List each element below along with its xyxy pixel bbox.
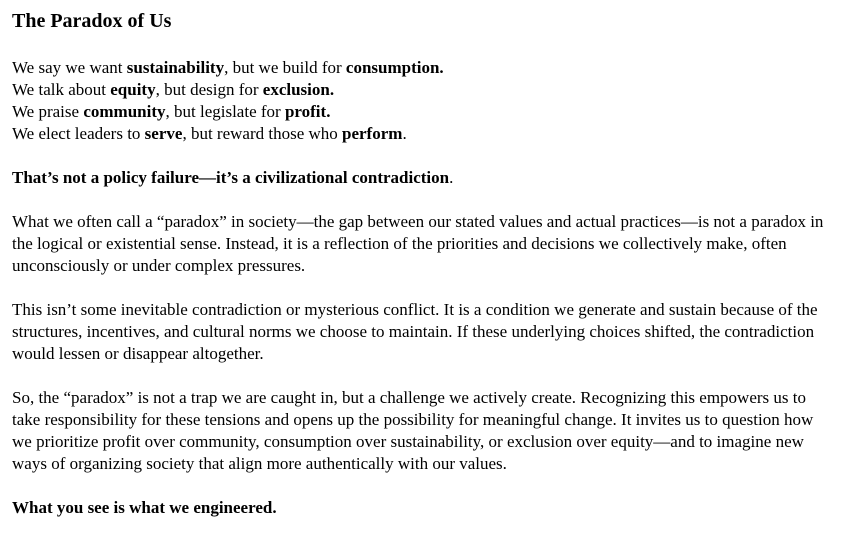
stanza-line: We elect leaders to serve, but reward those who perform. xyxy=(12,124,407,143)
body-paragraph: This isn’t some inevitable contradiction or mysterious conflict. It is a condition we generate and sustain because of the structures, incentives, and cultural norms we choose to maintain. If these underlying choices shifted, the contradiction would lessen or disappear altogether. xyxy=(12,300,818,363)
stanza-line: We say we want sustainability, but we build for consumption. xyxy=(12,58,444,77)
contrast-stanza xyxy=(12,57,832,145)
closing-statement: What you see is what we engineered. xyxy=(12,498,277,517)
body-paragraph: What we often call a “paradox” in society—the gap between our stated values and actual practices—is not a paradox in the logical or existential sense. Instead, it is a reflection of the priorities and decisions we collectively make, often unconsciously or under complex pressures. xyxy=(12,212,824,275)
stanza-line: We praise community, but legislate for profit. xyxy=(12,102,331,121)
document-title: The Paradox of Us xyxy=(12,10,172,32)
stanza-line: We talk about equity, but design for exclusion. xyxy=(12,80,335,99)
thesis-statement: That’s not a policy failure—it’s a civilizational contradiction. xyxy=(12,168,454,187)
body-paragraph: So, the “paradox” is not a trap we are caught in, but a challenge we actively create. Recognizing this empowers us to take responsibility for these tensions and opens up the possibility for meaningful change. It invites us to question how we prioritize profit over community, consumption over sustainability, or exclusion over equity—and to imagine new ways of organizing society that align more authentically with our values. xyxy=(12,388,814,473)
